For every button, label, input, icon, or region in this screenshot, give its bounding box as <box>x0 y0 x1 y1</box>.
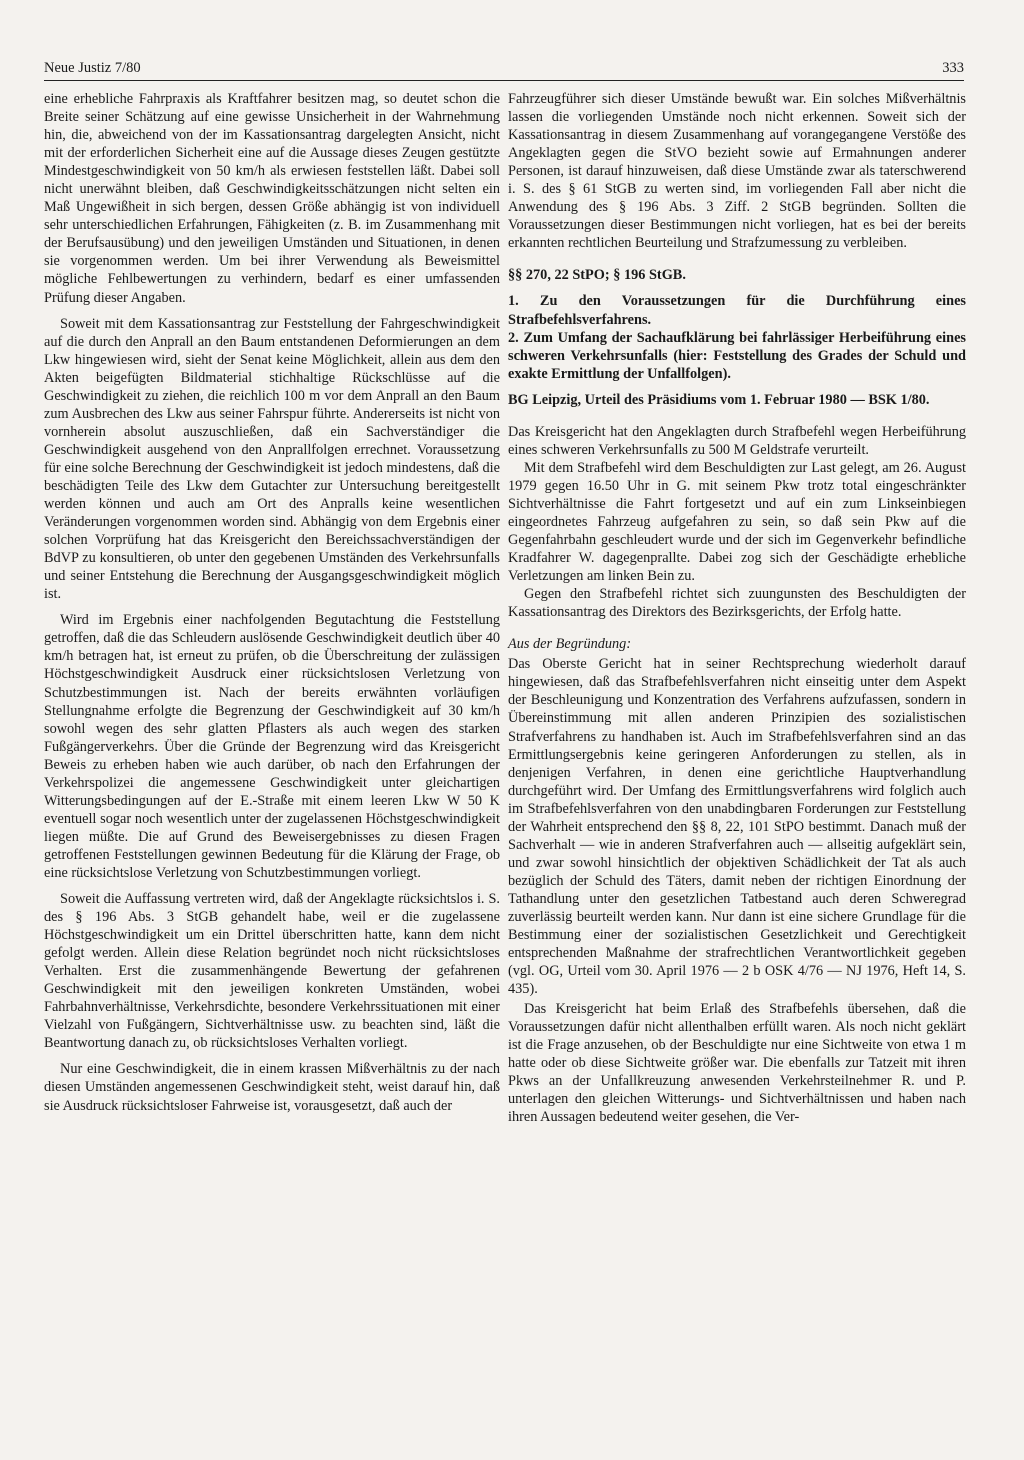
header-rule <box>44 80 964 81</box>
paragraph: Nur eine Geschwindigkeit, die in einem krassen Mißverhältnis zu der nach diesen Umständen angemessenen Geschwindigkeit steht, weist darauf hin, daß sie Ausdruck rücksichtsloser Fahrweise ist, vorausgesetzt, daß auch der <box>44 1061 500 1114</box>
left-column <box>44 90 500 1123</box>
right-column <box>508 90 966 1135</box>
headnote-1: 1. Zu den Voraussetzungen für die Durchführung eines Strafbefehlsverfahrens. <box>508 293 966 328</box>
paragraph: Wird im Ergebnis einer nachfolgenden Begutachtung die Feststellung getroffen, daß die das Schleudern auslösende Geschwindigkeit deutlich über 40 km/h betragen hat, ist erneut zu prüfen, ob die Überschreitung der zulässigen Höchstgeschwindigkeit Ausdruck einer rücksichtslosen Verletzung von Schutzbestimmungen ist. Nach der bereits erwähnten vorläufigen Stellungnahme erfolgte die Begrenzung der Geschwindigkeit auf 30 km/h sowohl wegen des sehr glatten Pflasters als auch wegen des starken Fußgängerverkehrs. Über die Gründe der Begrenzung wird das Kreisgericht Beweis zu erheben haben wie auch darüber, ob nach den Erfahrungen der Verkehrspolizei die angemessene Geschwindigkeit unter gleichartigen Witterungsbedingungen auf der E.-Straße mit einem leeren Lkw W 50 K eventuell sogar noch wesentlich unter der zugelassenen Höchstgeschwindigkeit liegen müßte. Die auf Grund des Beweisergebnisses zu diesen Fragen getroffenen Feststellungen gewinnen Bedeutung für die Klärung der Frage, ob eine rücksichtslose Verletzung von Schutzbestimmungen vorliegt. <box>44 612 500 881</box>
reasons-heading: Aus der Begründung: <box>508 636 632 653</box>
paragraph: Mit dem Strafbefehl wird dem Beschuldigten zur Last gelegt, am 26. August 1979 gegen 16.50 Uhr in G. mit seinem Pkw trotz total eingeschränkter Sichtverhältnisse die Fahrt fortgesetzt und auf ein zum Linkseinbiegen eingeordnetes Fahrzeug aufgefahren zu sein, so daß sein Pkw auf die Gegenfahrbahn geschleudert wurde und der sich im Gegenverkehr befindliche Kradfahrer W. dagegenprallte. Dabei zog sich der Geschädigte erhebliche Verletzungen am linken Bein zu. <box>508 459 966 585</box>
paragraph: Fahrzeugführer sich dieser Umstände bewußt war. Ein solches Mißverhältnis lassen die vorliegenden Umstände noch nicht erkennen. Soweit sich der Kassationsantrag in diesem Zusammenhang auf vorangegangene Verstöße des Angeklagten gegen die StVO bezieht sowie auf Ermahnungen anderer Personen, ist darauf hinzuweisen, daß diese Umstände zwar als taterschwerend i. S. des § 61 StGB zu werten sind, im vorliegenden Fall aber nicht die Anwendung des § 196 Abs. 3 Ziff. 2 StGB begründen. Sollten die Voraussetzungen dieser Bestimmungen nicht vorliegen, hat es bei der bereits erkannten rechtlichen Beurteilung und Strafzumessung zu verbleiben. <box>508 91 966 252</box>
court-citation: BG Leipzig, Urteil des Präsidiums vom 1. Februar 1980 — BSK 1/80. <box>508 391 930 408</box>
paragraph: Soweit die Auffassung vertreten wird, daß der Angeklagte rücksichtslos i. S. des § 196 Abs. 3 StGB gehandelt habe, weil er die zugelassene Höchstgeschwindigkeit um ein Drittel überschritten hatte, kann dem nicht gefolgt werden. Allein diese Relation begründet noch nicht rücksichtsloses Verhalten. Erst die zusammenhängende Bewertung der gefahrenen Geschwindigkeit mit den jeweiligen konkreten Umständen, wobei Fahrbahnverhältnisse, Verkehrsdichte, besondere Verkehrssituationen mit einer Vielzahl von Fußgängern, Sichtverhältnisse usw. zu beachten sind, läßt die Beantwortung danach zu, ob rücksichtsloses Verhalten vorliegt. <box>44 891 500 1052</box>
paragraph: Das Kreisgericht hat den Angeklagten durch Strafbefehl wegen Herbeiführung eines schweren Verkehrsunfalls zu 500 M Geldstrafe verurteilt. <box>508 423 966 458</box>
statute-citation: §§ 270, 22 StPO; § 196 StGB. <box>508 267 686 284</box>
paragraph: eine erhebliche Fahrpraxis als Kraftfahrer besitzen mag, so deutet schon die Breite seiner Schätzung auf eine gewisse Unsicherheit in der Wahrnehmung hin, die, abweichend von der im Kassationsantrag dargelegten Ansicht, nicht mit der erforderlichen Sicherheit eine auf die Aussage dieses Zeugen gestützte Mindestgeschwindigkeit von 50 km/h als erwiesen feststellen läßt. Dabei soll nicht unerwähnt bleiben, daß Geschwindigkeitsschätzungen nicht selten ein Maß Ungewißheit in sich bergen, dessen Größe abhängig ist von individuell sehr unterschiedlichen Erfahrungen, Fähigkeiten (z. B. im Zusammenhang mit der Berufsausübung) und den jeweiligen Umständen und Situationen, in denen sie vorgenommen werden. Um bei ihrer Verwendung als Beweismittel mögliche Fehlbewertungen zu verhindern, bedarf es einer umfassenden Prüfung dieser Angaben. <box>44 91 500 306</box>
journal-title: Neue Justiz 7/80 <box>44 60 141 76</box>
paragraph: Soweit mit dem Kassationsantrag zur Feststellung der Fahrgeschwindigkeit auf die durch den Anprall an den Baum entstandenen Deformierungen an dem Lkw hingewiesen wird, sieht der Senat keine Möglichkeit, allein aus dem den Akten beigefügten Bildmaterial stichhaltige Rückschlüsse auf die Geschwindigkeit zu ziehen, die reichlich 100 m vor dem Anprall an den Baum zum Ausbrechen des Lkw aus seiner Fahrspur führte. Andererseits ist nicht von vornherein absolut auszuschließen, daß ein Sachverständiger die Geschwindigkeit ausgehend von den Anprallfolgen errechnet. Voraussetzung für eine solche Berechnung der Geschwindigkeit ist jedoch mindestens, daß die beschädigten Teile des Lkw dem Gutachter zur Untersuchung bereitgestellt werden können und auch am Ort des Anpralls keine wesentlichen Veränderungen vorgenommen worden sind. Abhängig von dem Ergebnis einer solchen Vorprüfung hat das Kreisgericht den Bereichssachverständigen der BdVP zu konsultieren, ob unter den gegebenen Umständen des Verkehrsunfalls und seiner Entstehung die Berechnung der Ausgangsgeschwindigkeit möglich ist. <box>44 315 500 603</box>
paragraph: Das Kreisgericht hat beim Erlaß des Strafbefehls übersehen, daß die Voraussetzungen dafür nicht allenthalben erfüllt waren. Als noch nicht geklärt ist die Frage anzusehen, ob der Beschuldigte nur eine Sichtweite von etwa 1 m hatte oder ob diese Sichtweite größer war. Die ebenfalls zur Tatzeit mit ihren Pkws an der Unfallkreuzung anwesenden Verkehrsteilnehmer R. und P. unterlagen den gleichen Witterungs- und Sichtverhältnissen und haben nach ihren Aussagen bedeutend weiter gesehen, die Ver- <box>508 1001 966 1126</box>
page-header <box>44 60 964 82</box>
page-number: 333 <box>942 60 964 76</box>
paragraph: Gegen den Strafbefehl richtet sich zuungunsten des Beschuldigten der Kassationsantrag des Direktors des Bezirksgerichts, der Erfolg hatte. <box>508 586 966 621</box>
headnote-2: 2. Zum Umfang der Sachaufklärung bei fahrlässiger Herbeiführung eines schweren Verkehrsunfalls (hier: Feststellung des Grades der Schuld und exakte Ermittlung der Unfallfolgen). <box>508 329 966 382</box>
paragraph: Das Oberste Gericht hat in seiner Rechtsprechung wiederholt darauf hingewiesen, daß das Strafbefehlsverfahren nicht einseitig unter dem Aspekt der Beschleunigung und Konzentration des Verfahrens aufzufassen, sondern in Übereinstimmung mit allen anderen Prinzipien des sozialistischen Strafverfahrens zu handhaben ist. Auch im Strafbefehlsverfahren sind an das Ermittlungsergebnis keine geringeren Anforderungen zu stellen, als in denjenigen Verfahren, in denen eine gerichtliche Hauptverhandlung durchgeführt wird. Der Umfang des Ermittlungsverfahrens wird folglich auch im Strafbefehlsverfahren von den unabdingbaren Forderungen zur Feststellung der Wahrheit entsprechend den §§ 8, 22, 101 StPO bestimmt. Danach muß der Sachverhalt — wie in anderen Strafverfahren auch — allseitig aufgeklärt sein, und zwar sowohl hinsichtlich der objektiven Schädlichkeit der Tat als auch bezüglich der Schuld des Täters, damit neben der richtigen Einordnung der Tathandlung unter den gesetzlichen Tatbestand auch deren Schweregrad zuverlässig beurteilt werden kann. Nur dann ist eine sichere Grundlage für die Bestimmung einer der sozialistischen Gesetzlichkeit und Gerechtigkeit entsprechenden Maßnahme der strafrechtlichen Verantwortlichkeit gegeben (vgl. OG, Urteil vom 30. April 1976 — 2 b OSK 4/76 — NJ 1976, Heft 14, S. 435). <box>508 656 966 998</box>
